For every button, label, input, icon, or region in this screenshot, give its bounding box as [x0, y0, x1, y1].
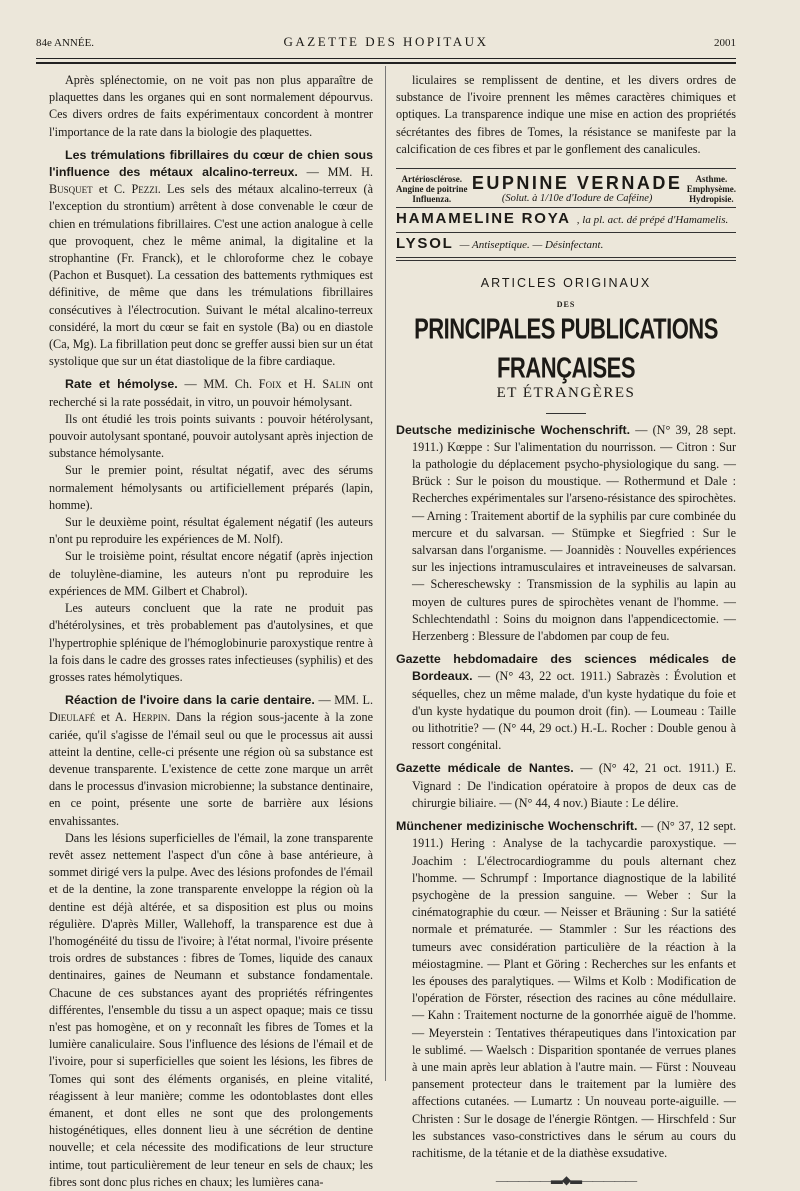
- author-name: Foix: [258, 377, 282, 392]
- ad-brand-subtitle: — Antiseptique. — Désinfectant.: [459, 239, 604, 252]
- ad-rule: [396, 257, 736, 258]
- right-column: [396, 72, 736, 1189]
- journal-name: Gazette hebdomadaire des sciences médicales de Bordeaux.: [396, 652, 736, 684]
- ad-hamameline: [396, 210, 736, 232]
- paragraph: Sur le deuxième point, résultat également négatif (les auteurs n'ont pu reproduire les expériences de M. Nolf).: [49, 515, 373, 547]
- section-title: Les trémulations fibrillaires du cœur de chien sous l'influence des métaux alcalino-terreux.: [49, 147, 373, 180]
- paragraph-splenectomy: Après splénectomie, on ne voit pas non plus apparaître de plaquettes dans les organes qui en sont normalement dépourvus. Ces divers ordres de faits expérimentaux concordent à montrer l'importance de la rate dans la biologie des plaquettes.: [49, 73, 373, 139]
- reference-text: — (N° 37, 12 sept. 1911.) Hering : Analyse de la tachycardie paroxystique. — Joachim : L'électrocardiogramme du pouls alternant chez l'homme. — Schrumpf : Importance diagnostique de la labilité psychogène de la pression sanguine. — Weber : Sur la cinématographie du cœur. — Neisser et Bräuning : Sur la satiété normale et prématurée. — Stammler : Sur les réactions des tumeurs avec considération particulière de la réaction à la méiostagmine. — Plant et Göring : Recherches sur les enfants et les épouses des paralytiques. — Wilms et Kolb : Modification de l'opération de Förster, résection des racines au cône médullaire. — Kahn : Traitement nocturne de la gonorrhée aiguë de l'homme. — Meyerstein : Tentatives thérapeutiques dans l'intoxication par le sublimé. — Waelsch : Disparition spontanée de verrues planes à une main après leur ablation à l'autre main. — Fürst : Nouveau pansement protecteur dans le traitement par la lumière des affections cutanées. — Lumartz : Un nouveau porte-aiguille. — Christen : Sur le dosage de l'énergie Röntgen. — Hirschfeld : Sur les substances vaso-constrictives dans le sérum au cours du rachitisme, de la tétanie et de la diathèse exsudative.: [412, 819, 736, 1160]
- section-rate-hemolyse: [49, 376, 373, 410]
- ad-rule: [396, 207, 736, 208]
- journal-title: GAZETTE DES HOPITAUX: [283, 34, 489, 49]
- ad-brand-subtitle: , la pl. act. dé prépé d'Hamamelis.: [576, 214, 729, 227]
- ad-brand-name: HAMAMELINE ROYA: [396, 210, 571, 228]
- ad-brand-name: EUPNINE VERNADE: [471, 172, 683, 193]
- reference-entry: [396, 651, 736, 754]
- articles-heading: ARTICLES ORIGINAUX: [480, 276, 652, 291]
- authors-joiner: et H.: [281, 377, 323, 392]
- authors-joiner: et A.: [95, 710, 133, 725]
- paragraph-continuation: liculaires se remplissent de dentine, et les divers ordres de substance de l'ivoire prennent les mêmes caractères chimiques et optiques. La transparence indique une mise en action des propriétés sécrétantes des fibres de Tomes, la résistance se manifeste par la calcification de ces fibres et par le gonflement des canalicules.: [396, 73, 736, 156]
- header-rule-thin: [36, 58, 736, 59]
- reference-entry: [396, 760, 736, 812]
- page-number: 2001: [713, 37, 736, 49]
- ad-brand-subtitle: (Solut. à 1/10e d'Iodure de Caféine): [501, 192, 653, 204]
- author-name: Salin: [322, 377, 351, 392]
- section-title: Rate et hémolyse.: [65, 377, 178, 392]
- authors-prefix: — MM. Ch.: [177, 377, 259, 392]
- author-name: Herpin: [132, 710, 168, 725]
- page-header: [36, 34, 736, 54]
- reference-entry: [396, 422, 736, 646]
- paragraph: Les auteurs concluent que la rate ne produit pas d'hétérolysines, et très probablement pas d'autolysines, et que l'hypertrophie splénique de l'hémoglobinurie paroxystique rentre à la fois dans le cadre des grosses rates infectieuses (syphilis) et des grosses rates hémolytiques.: [49, 601, 373, 684]
- year-label: 84e ANNÉE.: [36, 37, 95, 49]
- ad-indications-right: Asthme. Emphysème. Hydropisie.: [686, 174, 736, 205]
- reference-text: — (N° 43, 22 oct. 1911.) Sabrazès : Évolution et séquelles, chez un même malade, d'un kyste hydatique du foie et d'un kyste hydatique du poumon droit (fin). — Loumeau : Taille ou lithotritie? — (N° 44, 29 oct.) H.-L. Rocher : Double genou à ressort congénital.: [412, 669, 736, 753]
- journal-name: Münchener medizinische Wochenschrift.: [396, 819, 638, 834]
- reference-entry: [396, 818, 736, 1162]
- section-tremulations: [49, 147, 373, 371]
- authors-prefix: — MM. L.: [314, 693, 373, 708]
- ad-indications-left: Artériosclérose. Angine de poitrine Influenza.: [396, 174, 468, 205]
- ad-lysol: [396, 235, 736, 257]
- ad-rule: [396, 232, 736, 233]
- ad-rule: [396, 260, 736, 261]
- ad-brand-center: [472, 174, 683, 205]
- ad-brand-name: LYSOL: [396, 235, 454, 253]
- ad-rule: [396, 168, 736, 169]
- paragraph: Sur le troisième point, résultat encore négatif (après injection de toluylène-diamine, les auteurs n'ont pu reproduire les expériences de MM. Gilbert et Chabrol).: [49, 549, 373, 598]
- end-ornament: —————▬◆▬—————: [495, 1173, 637, 1188]
- left-column: [49, 72, 373, 1191]
- authors-joiner: et C.: [92, 182, 132, 197]
- author-name: Dieulafé: [49, 710, 96, 725]
- heading-rule: [546, 413, 586, 414]
- advertisement-block: [396, 168, 736, 261]
- section-title: Réaction de l'ivoire dans la carie dentaire.: [65, 693, 315, 708]
- articles-heading-des: DES: [556, 300, 576, 310]
- authors-prefix: — MM. H.: [297, 165, 373, 180]
- paragraph: Sur le premier point, résultat négatif, avec des sérums normalement hémolysants ou artificiellement préparés (lapin, homme).: [49, 463, 373, 512]
- reference-text: — (N° 42, 21 oct. 1911.) E. Vignard : De l'indication opératoire à propos de deux cas de chirurgie biliaire. — (N° 44, 4 nov.) Biaute : Le délire.: [412, 761, 736, 810]
- articles-heading-sub: ET ÉTRANGÈRES: [496, 385, 636, 402]
- journal-name: Gazette médicale de Nantes.: [396, 761, 574, 776]
- column-divider: [385, 66, 386, 1081]
- paragraph: Ils ont étudié les trois points suivants : pouvoir hétérolysant, pouvoir autolysant spontané, pouvoir autolysant après injection de substance hémolysante.: [49, 411, 373, 461]
- section-body: . Les sels des métaux alcalino-terreux (à l'exception du strontium) arrêtent à dose convenable le cœur de chien en trémulations fibrillaires. C'est une action analogue à celle que provoquent, chez le même animal, la digitaline et la strophantine (Fr. Franck), et le chloroforme chez le cobaye (Pachon et Busquet). La cessation des battements rythmiques est définitive, de même que dans les trémulations fibrillaires consécutives à l'électrocution. Suivant le métal alcalino-terreux considéré, la mort du cœur se fait en systole (Ba) ou en diastole (Ca, Mg). La fibrillation peut donc se greffer aussi bien sur un état systolique que sur un état diastolique de la fibre cardiaque.: [49, 182, 374, 369]
- section-body: . Dans la région sous-jacente à la zone cariée, qu'il s'agisse de l'émail seul ou que le processus ait aussi atteint la dentine, celle-ci présente une région où sa substance est devenue transparente. L'existence de cette zone marque un arrêt dans le processus d'invasion microbienne; la substance dentinaire, en ce point, présente une sorte de barrière aux lésions envahissantes.: [49, 710, 373, 828]
- author-name: Pezzi: [131, 182, 158, 197]
- ad-eupnine: [396, 171, 736, 207]
- reference-text: — (N° 39, 28 sept. 1911.) Kœppe : Sur l'alimentation du nourrisson. — Citron : Sur la pathologie du déplacement psycho-physiologique du sang. — Brück : Sur le poison du moustique. — Rothermund et Dale : Recherches expérimentales sur l'arseno-résistance des spirochètes. — Arning : Traitement abortif de la syphilis par cure combinée du mercure et du salvarsan. — Stümpke et Siegfried : Sur le salvarsan dans l'organisme. — Joannidès : Nouvelles expériences sur les injections intramusculaires et intraveineuses de salvarsan. — Schereschewsky : Transmission de la syphilis au lapin au moyen de cultures pures de spirochètes venant de l'homme. — Schlechtendathl : Soins du moignon dans l'appendicectomie. — Herzenberg : Blessure de l'abdomen par coup de feu.: [412, 422, 736, 644]
- header-rule-thick: [36, 62, 736, 64]
- articles-heading-main: PRINCIPALES PUBLICATIONS FRANÇAISES: [414, 313, 718, 385]
- section-body: ont recherché si la rate possédait, in vitro, un pouvoir hémolysant.: [49, 377, 373, 409]
- section-ivoire: [49, 692, 373, 830]
- journal-name: Deutsche medizinische Wochenschrift.: [396, 422, 631, 437]
- paragraph: Dans les lésions superficielles de l'émail, la zone transparente revêt assez nettement l'aspect d'un cône à base antérieure, à sommet dirigé vers la pulpe. Avec des lésions profondes de l'émail et de la dentine, la zone transparente enveloppe la région où la dentine est déjà altérée, et sa disposition est plus ou moins régulière. D'après Miller, Wallehoff, la transparence est due à l'homogénéité du tissu de l'ivoire; à l'état normal, l'ivoire présente trois ordres de substances : fibres de Tomes, liquide des canaux dentinaires, gaines de Neumann et substance fondamentale. Chacune de ces substances ayant des propriétés réfringentes différentes, l'ensemble du tissu a un aspect opaque; mais ce tissu n'est pas homogène, et on y reconnaît les fibres de Tomes et la lumière canaliculaire. Sous l'influence des lésions de l'émail et de l'ivoire, pour si superficielles que soient les lésions, les fibres de Tomes qui sont des éléments organisés, en pleine vitalité, réagissent à leur manière; comme les odontoblastes dont elles émanent, et dont elles ne sont que des prolongements histogénétiques, elles donnent lieu à une sécrétion de dentine nouvelle; et cela nécessite des modifications de leur structure intime, tout particulièrement de leur teneur en sels de chaux; les fibres sont donc plus riches en chaux; les lumières cana-: [49, 830, 373, 1189]
- author-name: Busquet: [49, 182, 93, 197]
